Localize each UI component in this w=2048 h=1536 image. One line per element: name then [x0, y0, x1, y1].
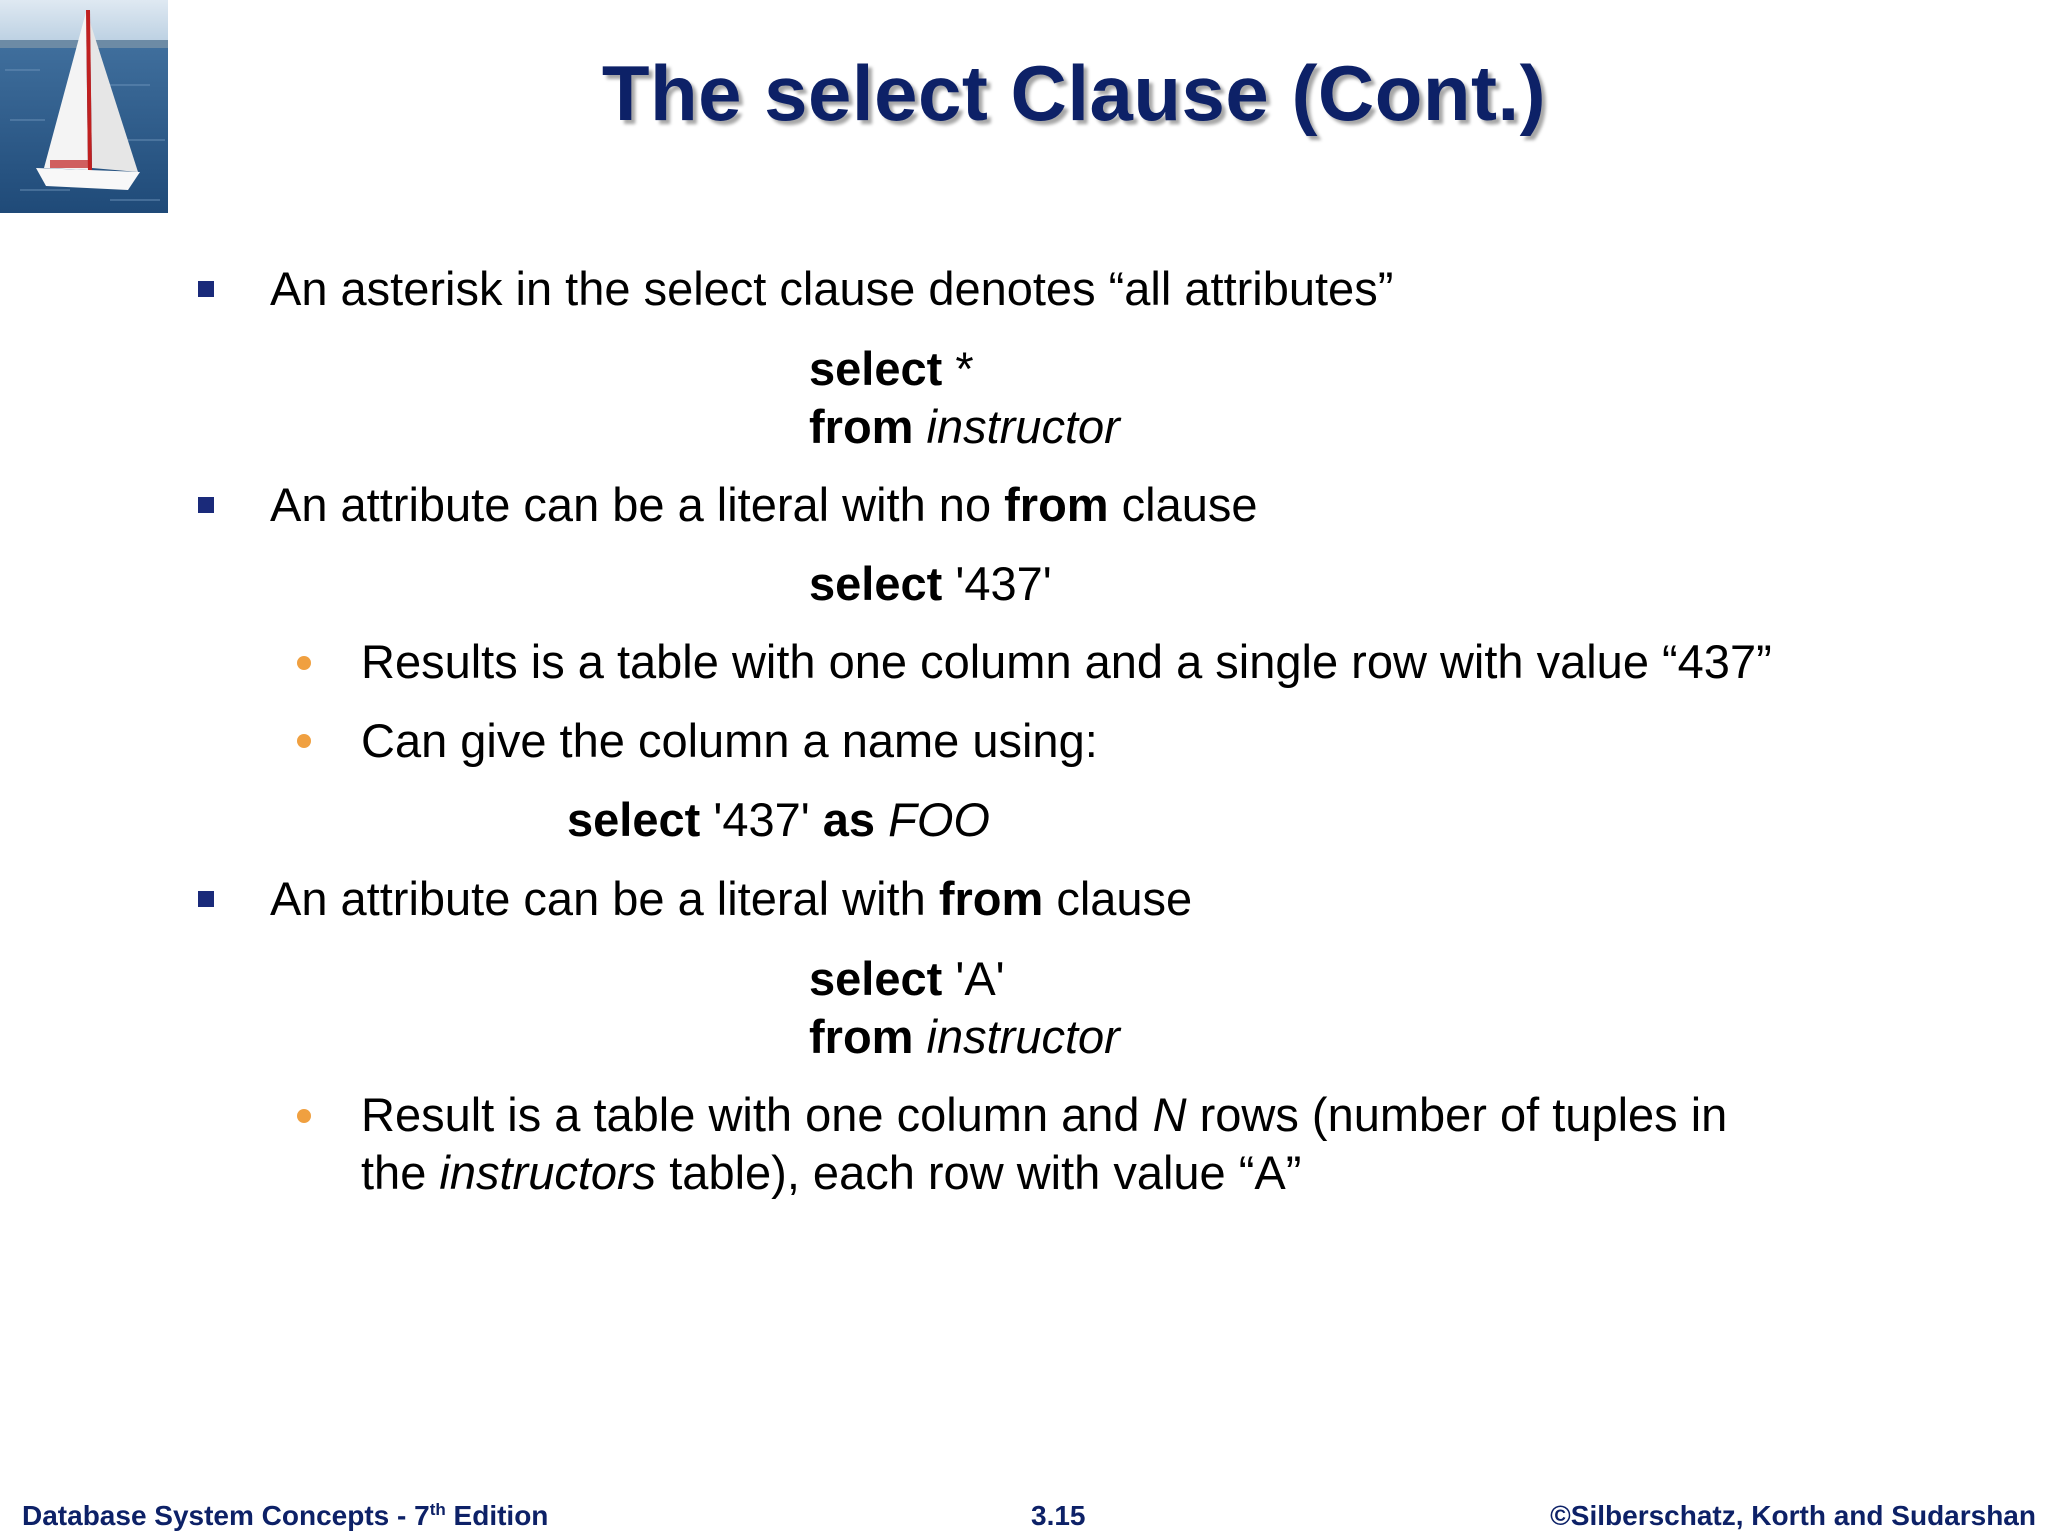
bullet-text: clause [1043, 872, 1193, 925]
code-from-instructor [809, 398, 1120, 456]
round-bullet-icon [297, 656, 311, 670]
code-select-a [809, 950, 1005, 1008]
bullet-text: Result is a table with one column and [361, 1088, 1153, 1141]
sub-bullet-name-column: Can give the column a name using: [361, 714, 1098, 767]
keyword-select: select [809, 557, 943, 610]
sub-bullet-result-n-rows [361, 1086, 1727, 1144]
footer-text: Database System Concepts - 7 [22, 1500, 430, 1531]
bullet-text: An attribute can be a literal with no [270, 478, 1005, 531]
code-select-star [809, 340, 974, 398]
column-alias: FOO [875, 793, 990, 846]
footer-slide-number: 3.15 [1031, 1500, 1086, 1531]
code-literal: '437' [700, 793, 823, 846]
keyword-from: from [1004, 478, 1109, 531]
footer-superscript: th [429, 1500, 446, 1519]
keyword-from: from [938, 872, 1044, 925]
round-bullet-icon [297, 734, 311, 748]
slide-title: The select Clause (Cont.) [601, 49, 1547, 137]
bullet-asterisk-text: An asterisk in the select clause denotes “all attributes” [270, 262, 1394, 315]
keyword-as: as [822, 793, 876, 846]
sub-bullet-result-n-rows-cont [361, 1144, 1301, 1202]
footer-text: Edition [445, 1500, 549, 1531]
bullet-literal-with-from [270, 870, 1192, 928]
code-literal: 'A' [942, 952, 1005, 1005]
relation-instructors: instructors [439, 1146, 657, 1199]
code-literal: '437' [942, 557, 1052, 610]
keyword-select: select [809, 952, 943, 1005]
sub-bullet-result-437: Results is a table with one column and a single row with value “437” [361, 635, 1772, 688]
keyword-from: from [809, 1010, 914, 1063]
code-select-as-foo [567, 791, 990, 849]
keyword-select: select [567, 793, 701, 846]
bullet-text: An attribute can be a literal with [270, 872, 939, 925]
relation-instructor: instructor [913, 1010, 1120, 1063]
bullet-literal-no-from [270, 476, 1258, 534]
bullet-text: clause [1108, 478, 1258, 531]
code-star: * [942, 342, 974, 395]
bullet-text: table), each row with value “A” [656, 1146, 1302, 1199]
square-bullet-icon [198, 891, 214, 907]
code-select-437 [809, 555, 1052, 613]
footer-copyright: ©Silberschatz, Korth and Sudarshan [1550, 1500, 2036, 1531]
variable-n: N [1152, 1088, 1187, 1141]
square-bullet-icon [198, 281, 214, 297]
bullet-text: rows (number of tuples in [1186, 1088, 1728, 1141]
square-bullet-icon [198, 497, 214, 513]
keyword-from: from [809, 400, 914, 453]
bullet-text: the [361, 1146, 440, 1199]
code-from-instructor [809, 1008, 1120, 1066]
relation-instructor: instructor [913, 400, 1120, 453]
round-bullet-icon [297, 1109, 311, 1123]
footer-book-title [22, 1500, 548, 1532]
keyword-select: select [809, 342, 943, 395]
